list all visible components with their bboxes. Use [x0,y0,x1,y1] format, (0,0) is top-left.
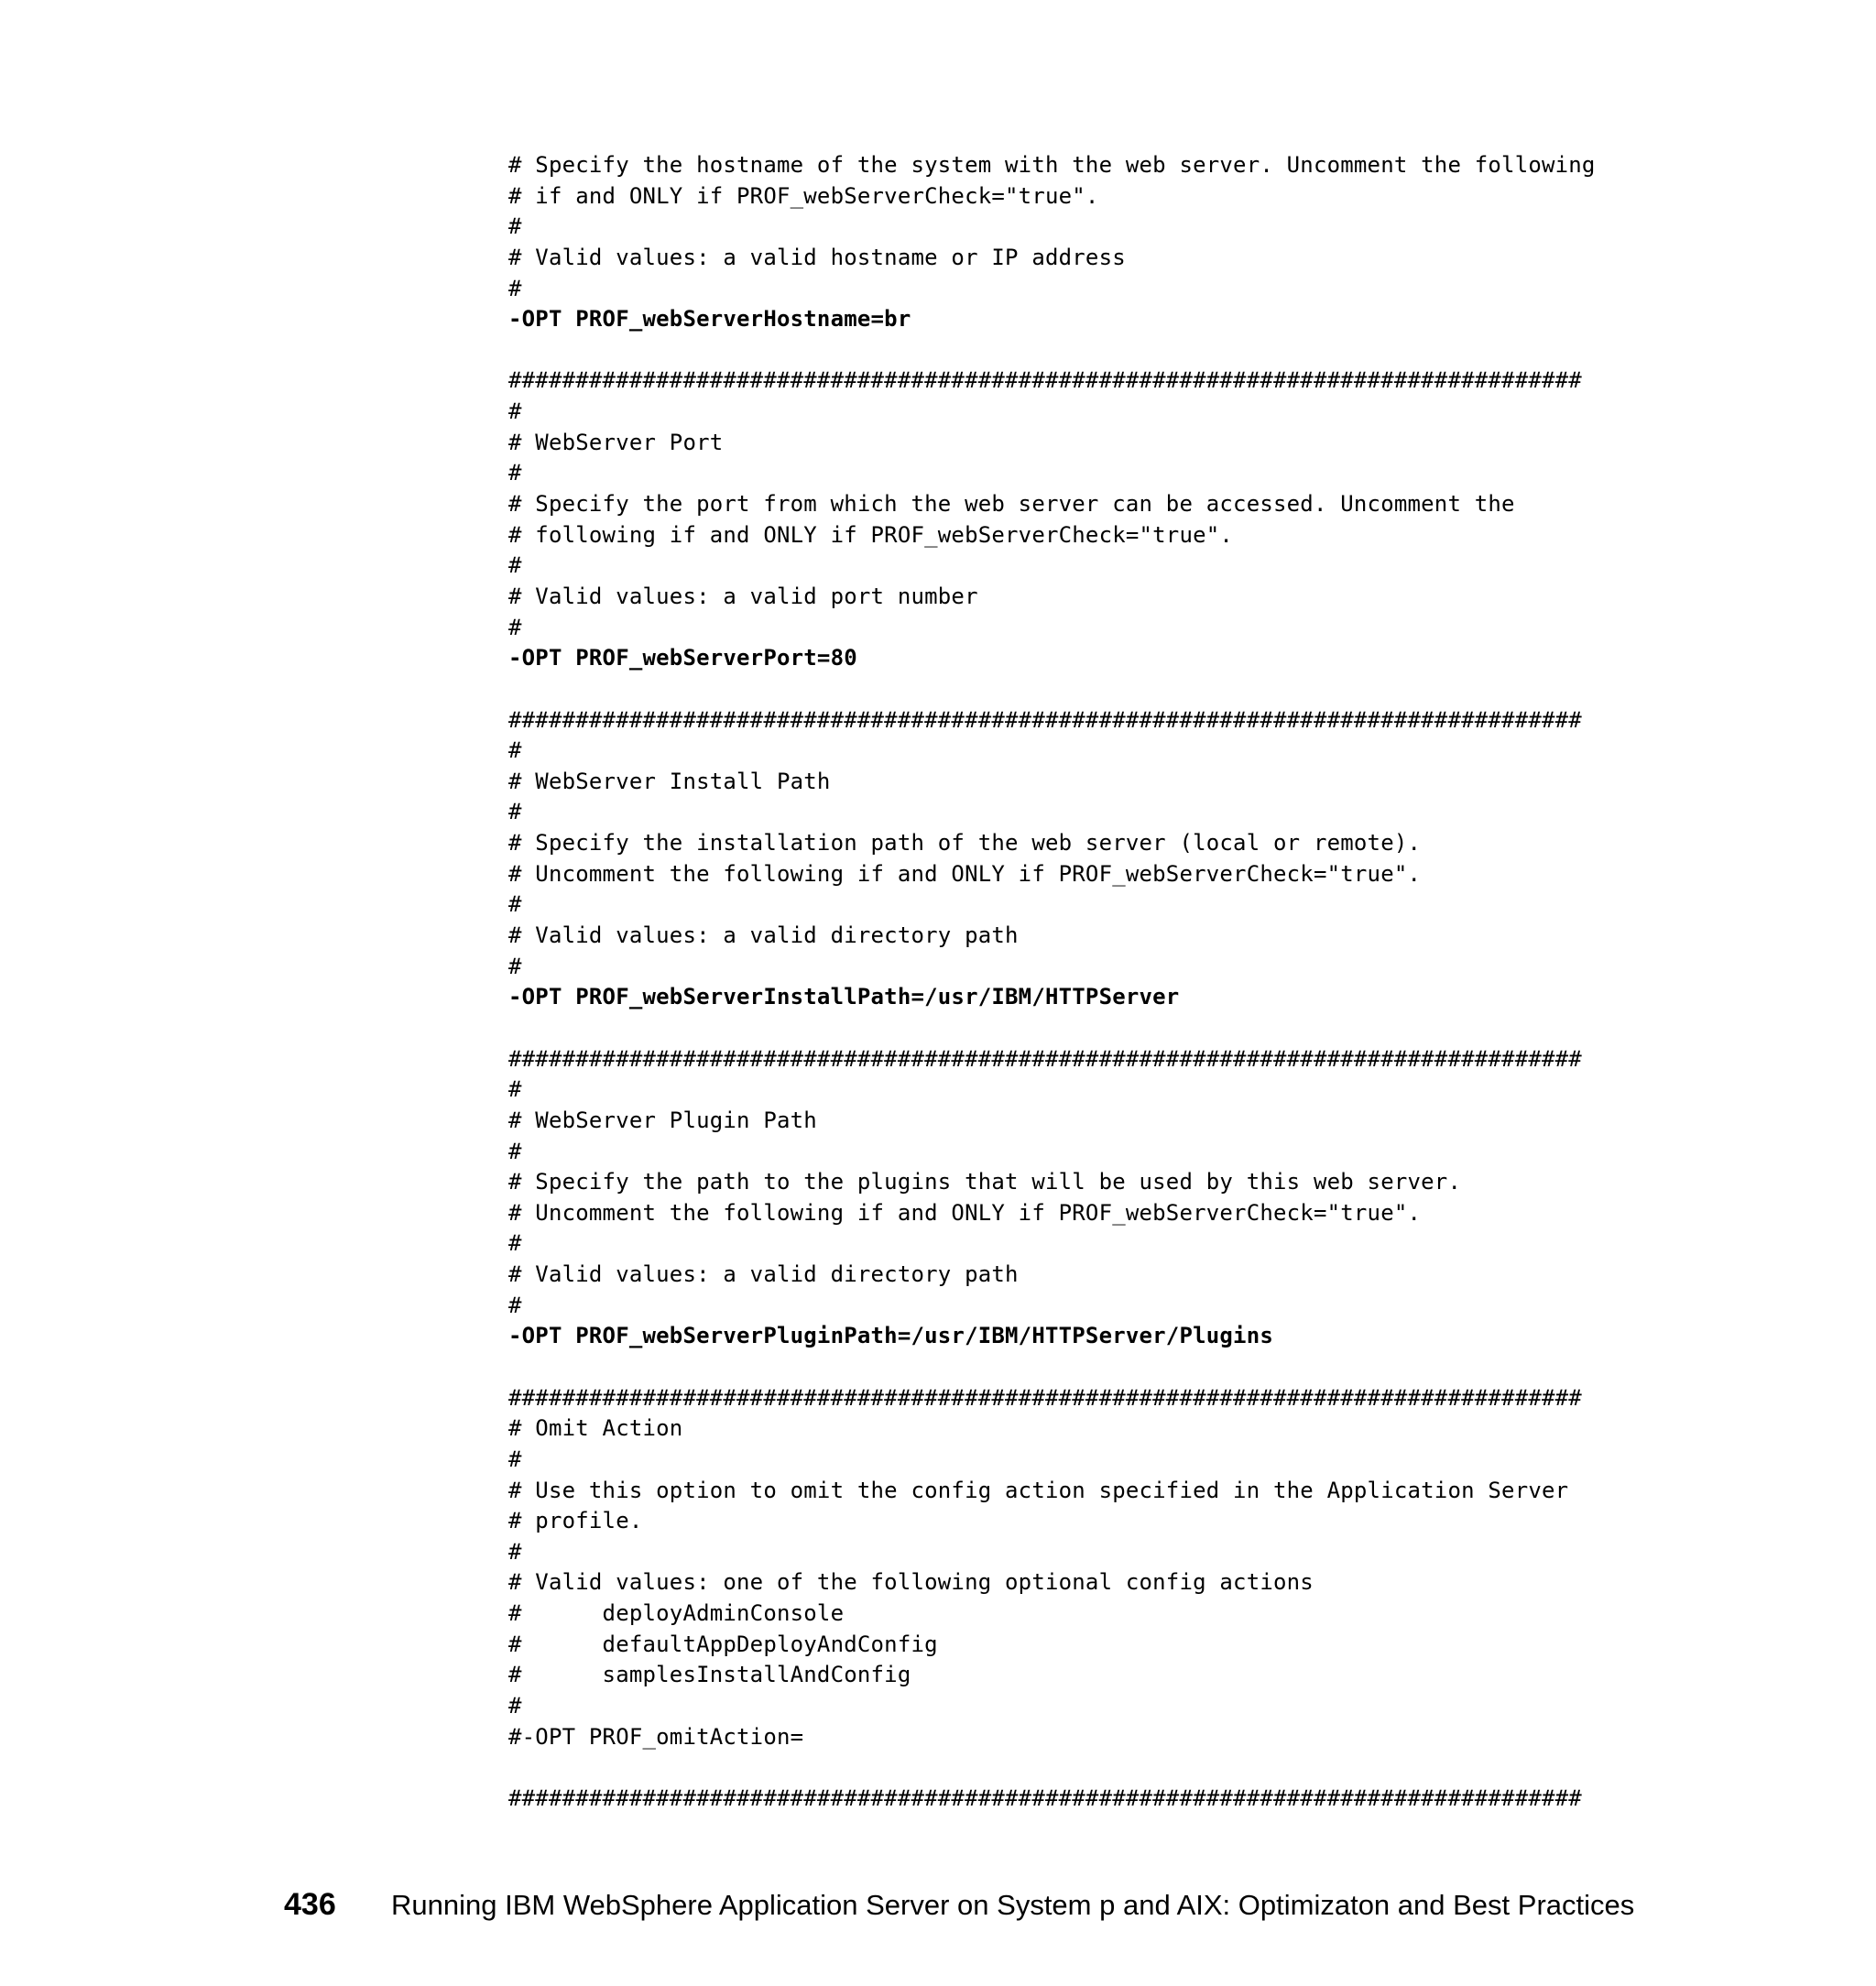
code-comment-line: # Omit Action [508,1415,683,1442]
code-comment-line: # profile. [508,1508,643,1534]
code-listing [508,150,1596,1815]
code-comment-line: # [508,1693,522,1719]
code-comment-line: # WebServer Port [508,429,724,455]
page-footer [284,1887,1634,1923]
book-title: Running IBM WebSphere Application Server on System p and AIX: Optimizaton and Best Practices [391,1889,1635,1921]
code-option-line: -OPT PROF_webServerHostname=br [508,306,911,333]
code-comment-line: # [508,552,522,579]
code-comment-line: ################################################################################ [508,706,1582,733]
code-comment-line: # Specify the path to the plugins that will be used by this web server. [508,1169,1462,1195]
code-comment-line: # following if and ONLY if PROF_webServerCheck="true". [508,521,1234,548]
code-comment-line [508,1352,1553,1383]
code-comment-line: # [508,275,522,301]
code-option-line: -OPT PROF_webServerInstallPath=/usr/IBM/HTTPServer [508,984,1180,1010]
code-comment-line: ################################################################################ [508,367,1582,394]
code-comment-line: #-OPT PROF_omitAction= [508,1723,804,1750]
code-comment-line: # Specify the installation path of the web server (local or remote). [508,830,1422,857]
code-comment-line: # [508,1138,522,1164]
code-comment-line [508,1013,1553,1044]
code-comment-line [508,674,1553,705]
code-comment-line: # Valid values: a valid directory path [508,1261,1019,1288]
code-comment-line: # Valid values: a valid directory path [508,922,1019,949]
code-comment-line: # if and ONLY if PROF_webServerCheck="true". [508,182,1099,209]
code-comment-line: ################################################################################ [508,1784,1582,1811]
code-comment-line: # defaultAppDeployAndConfig [508,1631,938,1657]
code-option-line: -OPT PROF_webServerPort=80 [508,645,857,671]
code-comment-line: # [508,213,522,240]
code-comment-line: # [508,891,522,918]
code-option-line: -OPT PROF_webServerPluginPath=/usr/IBM/HTTPServer/Plugins [508,1323,1274,1349]
code-comment-line [508,1752,1553,1784]
code-comment-line: # Uncomment the following if and ONLY if PROF_webServerCheck="true". [508,1199,1422,1226]
code-comment-line: # Uncomment the following if and ONLY if PROF_webServerCheck="true". [508,860,1422,887]
code-comment-line: # WebServer Install Path [508,768,831,794]
code-comment-line: # Valid values: one of the following optional config actions [508,1569,1314,1596]
code-comment-line: # [508,614,522,640]
code-comment-line [508,335,1553,366]
code-comment-line: # [508,953,522,979]
code-comment-line: # [508,737,522,764]
code-comment-line: # [508,1538,522,1565]
code-comment-line: # WebServer Plugin Path [508,1107,817,1133]
code-comment-line: ################################################################################ [508,1384,1582,1411]
code-comment-line: # [508,1446,522,1472]
code-comment-line: # Valid values: a valid port number [508,583,978,609]
code-comment-line: # Specify the port from which the web server can be accessed. Uncomment the [508,491,1515,518]
code-comment-line: # Specify the hostname of the system with the web server. Uncomment the following [508,152,1596,178]
code-comment-line: # [508,1292,522,1318]
code-comment-line: # Valid values: a valid hostname or IP address [508,244,1126,270]
code-comment-line: # samplesInstallAndConfig [508,1662,911,1688]
code-comment-line: # [508,1076,522,1103]
code-comment-line: # [508,799,522,825]
code-comment-line: ################################################################################ [508,1045,1582,1072]
code-comment-line: # [508,1230,522,1257]
code-comment-line: # deployAdminConsole [508,1600,845,1627]
code-comment-line: # [508,460,522,486]
code-comment-line: # [508,398,522,425]
code-comment-line: # Use this option to omit the config action specified in the Application Server [508,1477,1569,1503]
page-number: 436 [284,1887,336,1922]
